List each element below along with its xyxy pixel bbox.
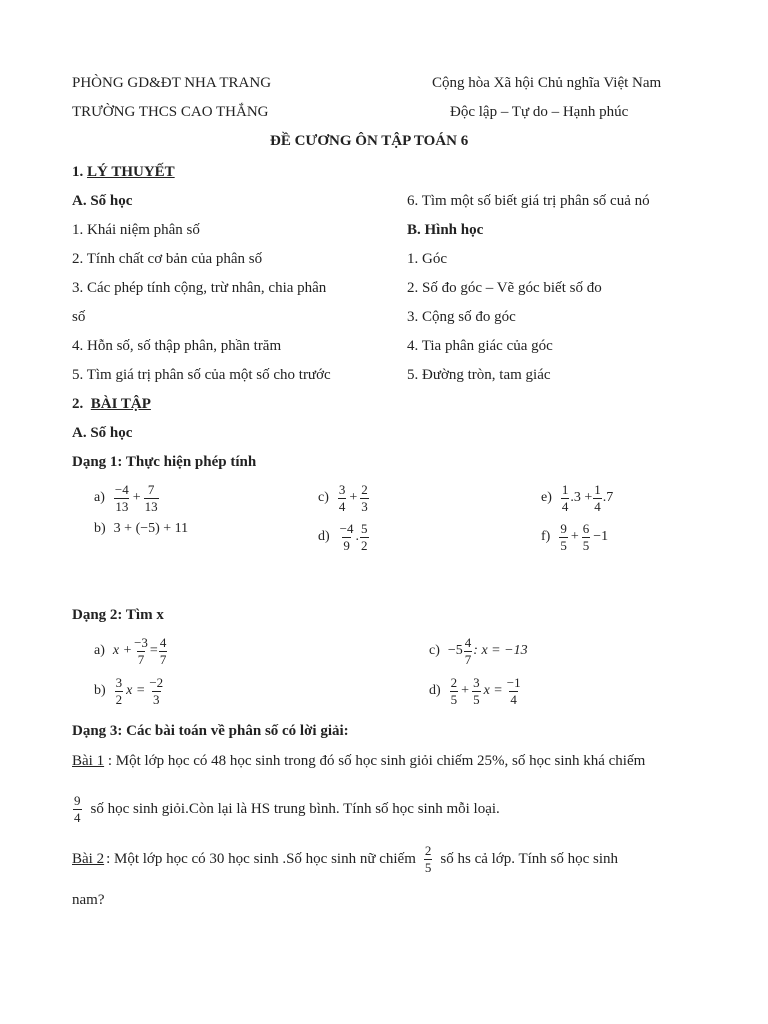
- problem-1-label: Bài 1: [72, 753, 105, 769]
- equation-d: d) 2 5 + $\frac{3}{5}$ x = $\frac{-1}{4}$: [429, 675, 521, 707]
- theory-item-continuation: số: [72, 309, 86, 325]
- geometry-item: 4. Tia phân giác của góc: [407, 338, 553, 354]
- geometry-item: 3. Cộng số đo góc: [407, 309, 516, 325]
- national-motto-line1: Cộng hòa Xã hội Chủ nghĩa Việt Nam: [432, 75, 662, 91]
- geometry-item: 5. Đường tròn, tam giác: [407, 367, 551, 383]
- exercise-type-2-heading: Dạng 2: Tìm x: [72, 607, 164, 623]
- expression-c: c) 3 4 + $\frac{2}{3}$: [318, 482, 368, 514]
- school-name: TRƯỜNG THCS CAO THẮNG: [72, 104, 269, 120]
- expression-b: b) 3 + (−5) + 11: [94, 521, 189, 536]
- problem-1-line2: 9 4 số học sinh giỏi.Còn lại là HS trung bình. Tính số học sinh mỗi loại.: [74, 793, 500, 825]
- document-title: ĐỀ CƯƠNG ÔN TẬP TOÁN 6: [270, 133, 469, 149]
- theory-item: 6. Tìm một số biết giá trị phân số cuả nó: [407, 193, 650, 209]
- exercise-type-1-heading: Dạng 1: Thực hiện phép tính: [72, 454, 257, 470]
- problem-2-line2: nam?: [72, 892, 105, 908]
- equation-a: a) x + $\frac{-3}{7}$ = $\frac{4}{7}$: [94, 635, 167, 667]
- theory-item: 3. Các phép tính cộng, trừ nhân, chia phân: [72, 280, 327, 296]
- school-department: PHÒNG GD&ĐT NHA TRANG: [72, 75, 272, 91]
- equation-c: c) −5 4 7 : x = −13: [429, 635, 528, 667]
- section1-heading: 1. LÝ THUYẾT: [72, 164, 175, 180]
- theory-item: 1. Khái niệm phân số: [72, 222, 200, 238]
- expression-d: d) −4 9 . 5 2: [318, 521, 368, 553]
- section1-arithmetic-subheading: A. Số học: [72, 193, 133, 209]
- theory-item: 4. Hỗn số, số thập phân, phần trăm: [72, 338, 282, 354]
- section1-geometry-subheading: B. Hình học: [407, 222, 484, 238]
- geometry-item: 2. Số đo góc – Vẽ góc biết số đo: [407, 280, 602, 296]
- geometry-item: 1. Góc: [407, 251, 447, 267]
- problem-1-line1: Bài 1 : Một lớp học có 48 học sinh trong đó số học sinh giỏi chiếm 25%, số học sinh khá chiếm: [72, 753, 646, 769]
- problem-2-label: Bài 2: [72, 850, 105, 867]
- national-motto-line2: Độc lập – Tự do – Hạnh phúc: [450, 104, 629, 120]
- theory-item: 2. Tính chất cơ bản của phân số: [72, 251, 263, 267]
- expression-e: e) 1 4 .3 + $\frac{1}{4}$ .7: [541, 482, 614, 514]
- expression-a: a) −4 13 + $\frac{7}{13}$: [94, 482, 158, 514]
- problem-2-line1: Bài 2 : Một lớp học có 30 học sinh .Số học sinh nữ chiếm 2 5 số hs cả lớp. Tính số học sinh: [72, 843, 619, 875]
- theory-item: 5. Tìm giá trị phân số của một số cho trước: [72, 367, 331, 383]
- section2-subheading: A. Số học: [72, 425, 133, 441]
- equation-b: b) 3 2 x = $\frac{-2}{3}$: [94, 675, 164, 707]
- exercise-type-3-heading: Dạng 3: Các bài toán về phân số có lời giải:: [72, 723, 349, 739]
- expression-f: f) 9 5 + $\frac{6}{5}$ −1: [541, 521, 609, 553]
- section2-heading: 2. BÀI TẬP: [72, 396, 151, 412]
